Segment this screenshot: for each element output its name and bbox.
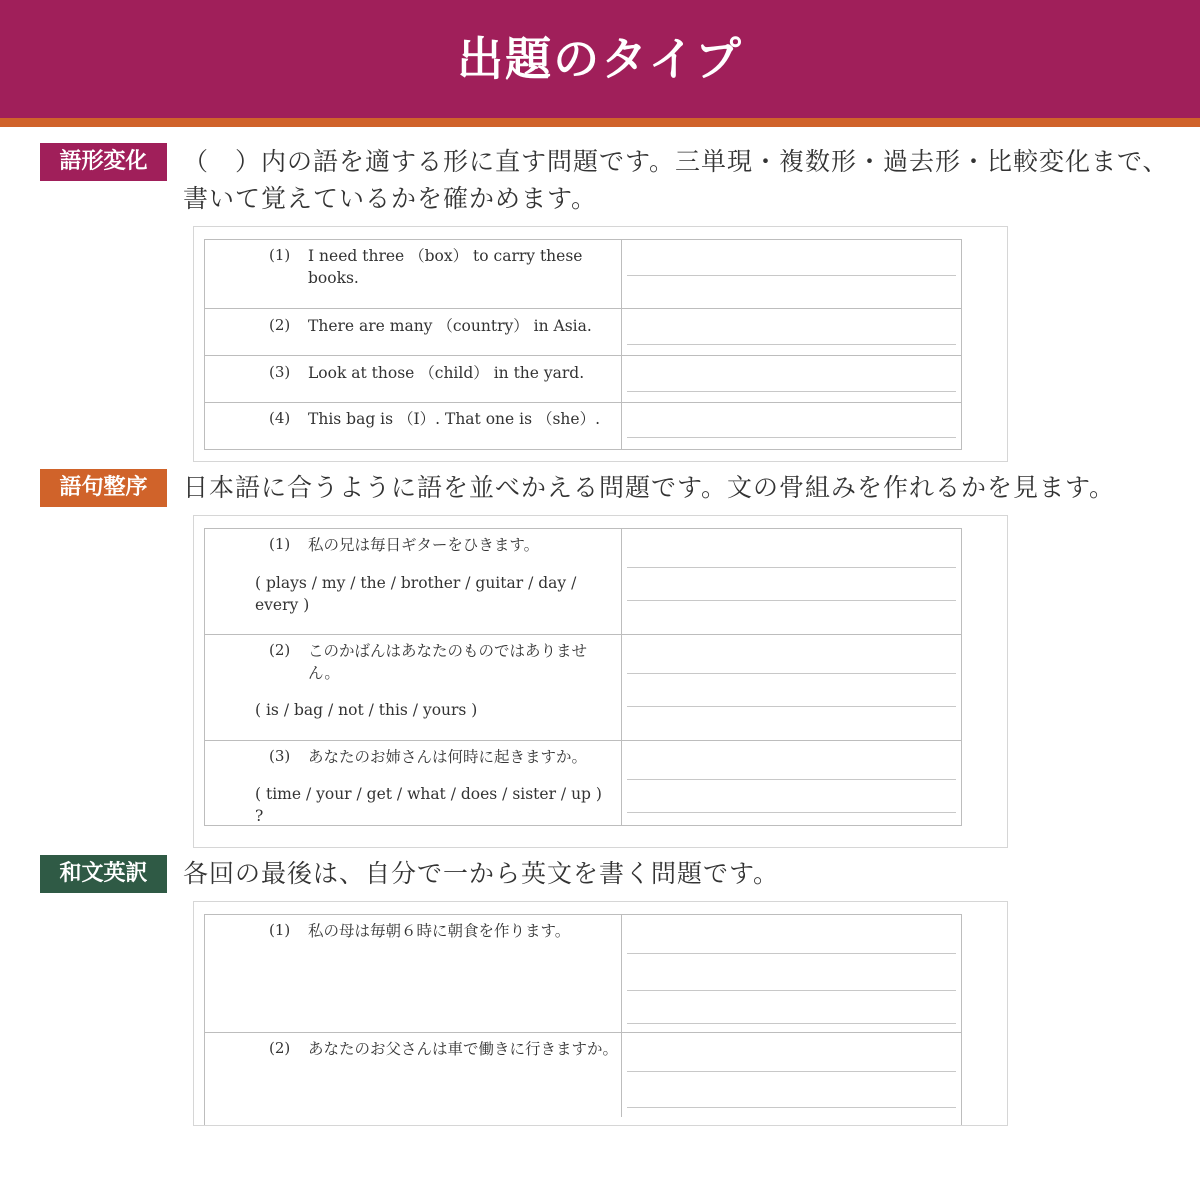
question-text: This bag is （I）. That one is （she）. xyxy=(308,410,600,428)
section-description-word-form: （ ）内の語を適する形に直す問題です。三単現・複数形・過去形・比較変化まで、書いて覚えているかを確かめます。 xyxy=(183,147,1169,213)
answer-area[interactable] xyxy=(622,915,961,1032)
question-text: あなたのお姉さんは何時に起きますか。 xyxy=(308,748,588,766)
answer-area[interactable] xyxy=(622,356,961,402)
question-text: Look at those （child） in the yard. xyxy=(308,364,585,382)
header-stripe xyxy=(0,118,1200,127)
page-title: 出題のタイプ xyxy=(457,32,743,86)
table-row xyxy=(205,915,961,1032)
question-text: 私の母は毎朝６時に朝食を作ります。 xyxy=(308,922,571,940)
word-choices: ( plays / my / the / brother / guitar / day / every ) xyxy=(255,574,577,614)
question-number: (3) xyxy=(269,363,291,381)
question-number: (2) xyxy=(269,1039,291,1057)
section-description-word-order: 日本語に合うように語を並べかえる問題です。文の骨組みを作れるかを見ます。 xyxy=(183,473,1116,502)
question-number: (1) xyxy=(269,246,291,264)
question-text: I need three （box） to carry these books. xyxy=(308,247,583,287)
answer-area[interactable] xyxy=(622,403,961,449)
question-text: There are many （country） in Asia. xyxy=(308,317,592,335)
worksheet-word-order xyxy=(193,515,1008,848)
table-row xyxy=(205,240,961,308)
question-number: (2) xyxy=(269,316,291,334)
table-row xyxy=(205,402,961,449)
worksheet-translation xyxy=(193,901,1008,1126)
table-row xyxy=(205,1032,961,1117)
table-row xyxy=(205,529,961,634)
answer-area[interactable] xyxy=(622,741,961,825)
table-row xyxy=(205,740,961,825)
question-text: あなたのお父さんは車で働きに行きますか。 xyxy=(308,1040,619,1058)
section-description-translation: 各回の最後は、自分で一から英文を書く問題です。 xyxy=(183,859,780,888)
question-text: このかばんはあなたのものではありません。 xyxy=(308,642,588,682)
question-number: (1) xyxy=(269,921,291,939)
table-row xyxy=(205,634,961,740)
table-row xyxy=(205,308,961,355)
section-tag-word-order: 語句整序 xyxy=(40,469,167,507)
word-choices: ( time / your / get / what / does / sister / up ) ? xyxy=(255,785,602,825)
answer-area[interactable] xyxy=(622,309,961,355)
answer-area[interactable] xyxy=(622,529,961,634)
answer-area[interactable] xyxy=(622,1033,961,1117)
word-choices: ( is / bag / not / this / yours ) xyxy=(255,701,478,719)
question-text: 私の兄は毎日ギターをひきます。 xyxy=(308,536,540,554)
worksheet-word-form xyxy=(193,226,1008,462)
section-tag-translation: 和文英訳 xyxy=(40,855,167,893)
answer-area[interactable] xyxy=(622,635,961,740)
table-row xyxy=(205,355,961,402)
question-number: (1) xyxy=(269,535,291,553)
answer-area[interactable] xyxy=(622,240,961,308)
question-number: (2) xyxy=(269,641,291,659)
section-tag-word-form: 語形変化 xyxy=(40,143,167,181)
question-number: (4) xyxy=(269,409,291,427)
question-number: (3) xyxy=(269,747,291,765)
